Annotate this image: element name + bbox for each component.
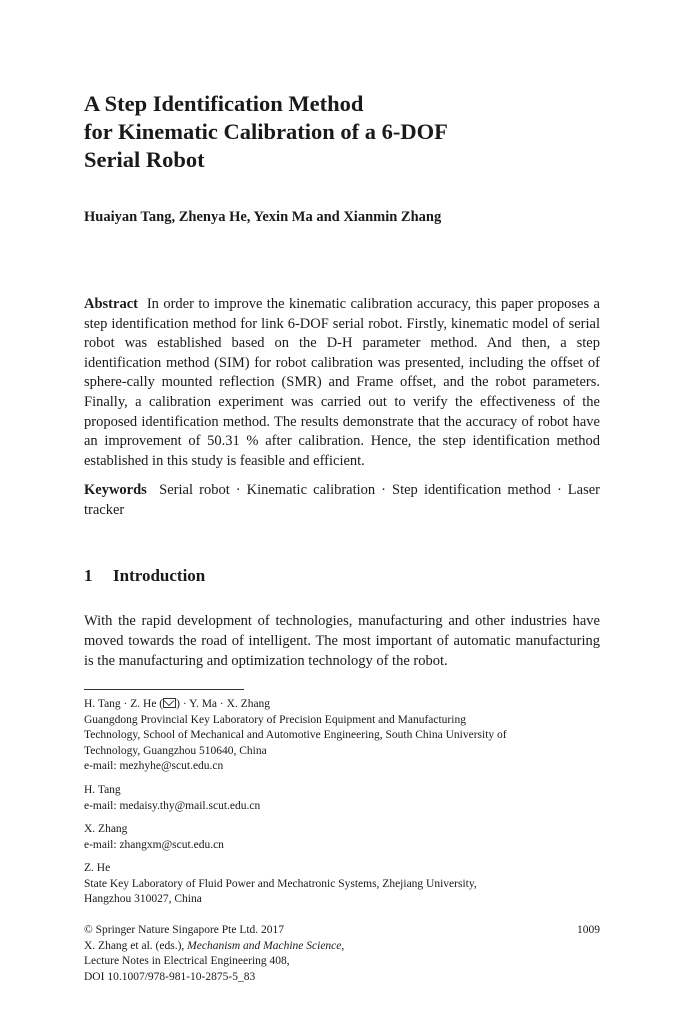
author-list: Huaiyan Tang, Zhenya He, Yexin Ma and Xianmin Zhang — [84, 209, 442, 225]
keyword: Step identification method — [392, 482, 551, 498]
section-heading — [84, 566, 205, 586]
paper-title — [84, 90, 600, 174]
keyword: Laser tracker — [84, 482, 600, 518]
keyword-separator: · — [235, 482, 241, 498]
footnote-line: Technology, Guangzhou 510640, China — [84, 744, 267, 757]
footnote-email: e-mail: zhangxm@scut.edu.cn — [84, 838, 224, 851]
author-names: ) · Y. Ma · X. Zhang — [176, 698, 271, 710]
keywords-label: Keywords — [84, 482, 147, 498]
footnote-affiliation — [84, 783, 600, 814]
footnote-email: e-mail: mezhyhe@scut.edu.cn — [84, 760, 224, 773]
copyright-line: © Springer Nature Singapore Pte Ltd. 2017 — [84, 924, 285, 936]
punctuation: , — [341, 939, 345, 952]
section-title: Introduction — [113, 566, 206, 585]
footnote-line: Technology, School of Mechanical and Automotive Engineering, South China University of — [84, 729, 507, 742]
abstract — [84, 295, 600, 471]
footnote-divider — [84, 689, 244, 690]
footnote-line: Guangdong Provincial Key Laboratory of Precision Equipment and Manufacturing — [84, 713, 466, 726]
abstract-label: Abstract — [84, 296, 138, 312]
keyword-separator: · — [381, 482, 387, 498]
series-line: Lecture Notes in Electrical Engineering 408, — [84, 955, 290, 968]
doi-line: DOI 10.1007/978-981-10-2875-5_83 — [84, 970, 256, 983]
footnote-affiliation — [84, 861, 600, 908]
keyword: Serial robot — [159, 482, 230, 498]
title-line: for Kinematic Calibration of a 6-DOF — [84, 119, 448, 144]
book-title: Mechanism and Machine Science — [187, 939, 342, 952]
footnote-email: e-mail: medaisy.thy@mail.scut.edu.cn — [84, 799, 261, 812]
footnote-line: Hangzhou 310027, China — [84, 893, 202, 906]
keyword-separator: · — [556, 482, 562, 498]
footnote-name: H. Tang — [84, 784, 121, 796]
citation-line — [84, 939, 600, 955]
envelope-icon — [163, 698, 176, 708]
keyword: Kinematic calibration — [246, 482, 376, 498]
footnote-name: X. Zhang — [84, 823, 128, 835]
copyright-block — [84, 923, 600, 985]
author-names: H. Tang · Z. He ( — [84, 698, 164, 710]
section-number: 1 — [84, 566, 93, 585]
title-line: A Step Identification Method — [84, 91, 364, 116]
intro-paragraph: With the rapid development of technologies, manufacturing and other industries have moved towards the road of intelligent. The most important of automatic manufacturing is the manufacturing and optimization technology of the robot. — [84, 613, 600, 669]
keywords — [84, 481, 600, 520]
page-number: 1009 — [577, 924, 600, 936]
editors: X. Zhang et al. (eds.), — [84, 939, 188, 952]
footnote-line: State Key Laboratory of Fluid Power and Mechatronic Systems, Zhejiang University, — [84, 877, 477, 890]
footnote-name: Z. He — [84, 862, 111, 874]
abstract-text: In order to improve the kinematic calibration accuracy, this paper proposes a step identification method for link 6-DOF serial robot. Firstly, kinematic model of serial robot was established based on the D-H parameter method. And then, a step identification method (SIM) for robot calibration was presented, including the offset of sphere-cally mounted reflection (SMR) and Frame offset, and the robot parameters. Finally, a calibration experiment was carried out to verify the effectiveness of the proposed identification method. The results demonstrate that the accuracy of robot have an improvement of 50.31 % after calibration. Hence, the step identification method established in this study is feasible and efficient. — [84, 296, 600, 469]
footnote-authors — [84, 697, 600, 713]
title-line: Serial Robot — [84, 147, 205, 172]
footnote-affiliation — [84, 822, 600, 853]
footnote-affiliation — [84, 697, 600, 775]
